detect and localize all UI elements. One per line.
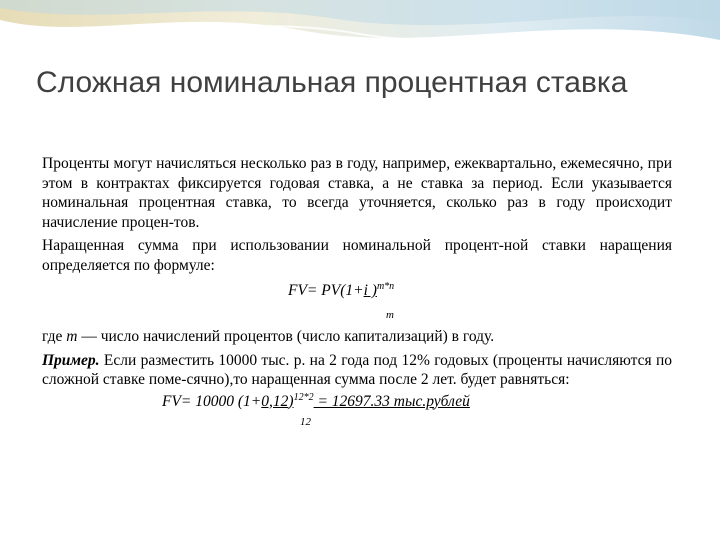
slide-content: [42, 154, 672, 442]
formula2-close: ): [288, 392, 294, 410]
formula2-sub: 12: [300, 415, 311, 428]
formula2-rate: 0,12: [261, 392, 289, 410]
formula1-i: i: [363, 282, 368, 300]
where-line: где m — число начислений процентов (число капитализаций) в году.: [42, 328, 495, 345]
formula1-lhs: FV= PV(1+: [288, 282, 364, 300]
example-label: Пример.: [42, 351, 100, 369]
formula1-sub: m: [386, 309, 394, 321]
formula1-exponent: m*n: [376, 281, 395, 292]
formula2-rhs: = 12697.33 тыс.рублей: [313, 392, 470, 410]
formula2-exponent: 12*2: [293, 391, 314, 403]
header-decoration: [0, 0, 720, 60]
where-m: m: [66, 328, 78, 345]
formula2-lhs: FV= 10000 (1+: [162, 392, 262, 410]
formula-nominal-rate: [42, 275, 672, 327]
example-text: Если разместить 10000 тыс. р. на 2 года под 12% годовых (проценты начисляются по сложной ставке поме-сячно),то наращенная сумма после 2 лет. будет равняться:: [42, 351, 672, 388]
example-paragraph: [42, 351, 672, 390]
formula1-close: ): [367, 282, 377, 300]
slide-title: Сложная номинальная процентная ставка: [36, 66, 628, 99]
paragraph-accrued-sum: Наращенная сумма при использовании номинальной процент-ной ставки наращения определяется по формуле:: [42, 237, 672, 274]
formula-example: [42, 390, 672, 442]
paragraph-compounding: Проценты могут начисляться несколько раз в году, например, ежеквартально, ежемесячно, при этом в контрактах фиксируется годовая ставка, а не ставка за период. Если указывается номинальная процентная ставка, то всегда уточняется, сколько раз в году происходит начисление процен-тов.: [42, 155, 672, 231]
